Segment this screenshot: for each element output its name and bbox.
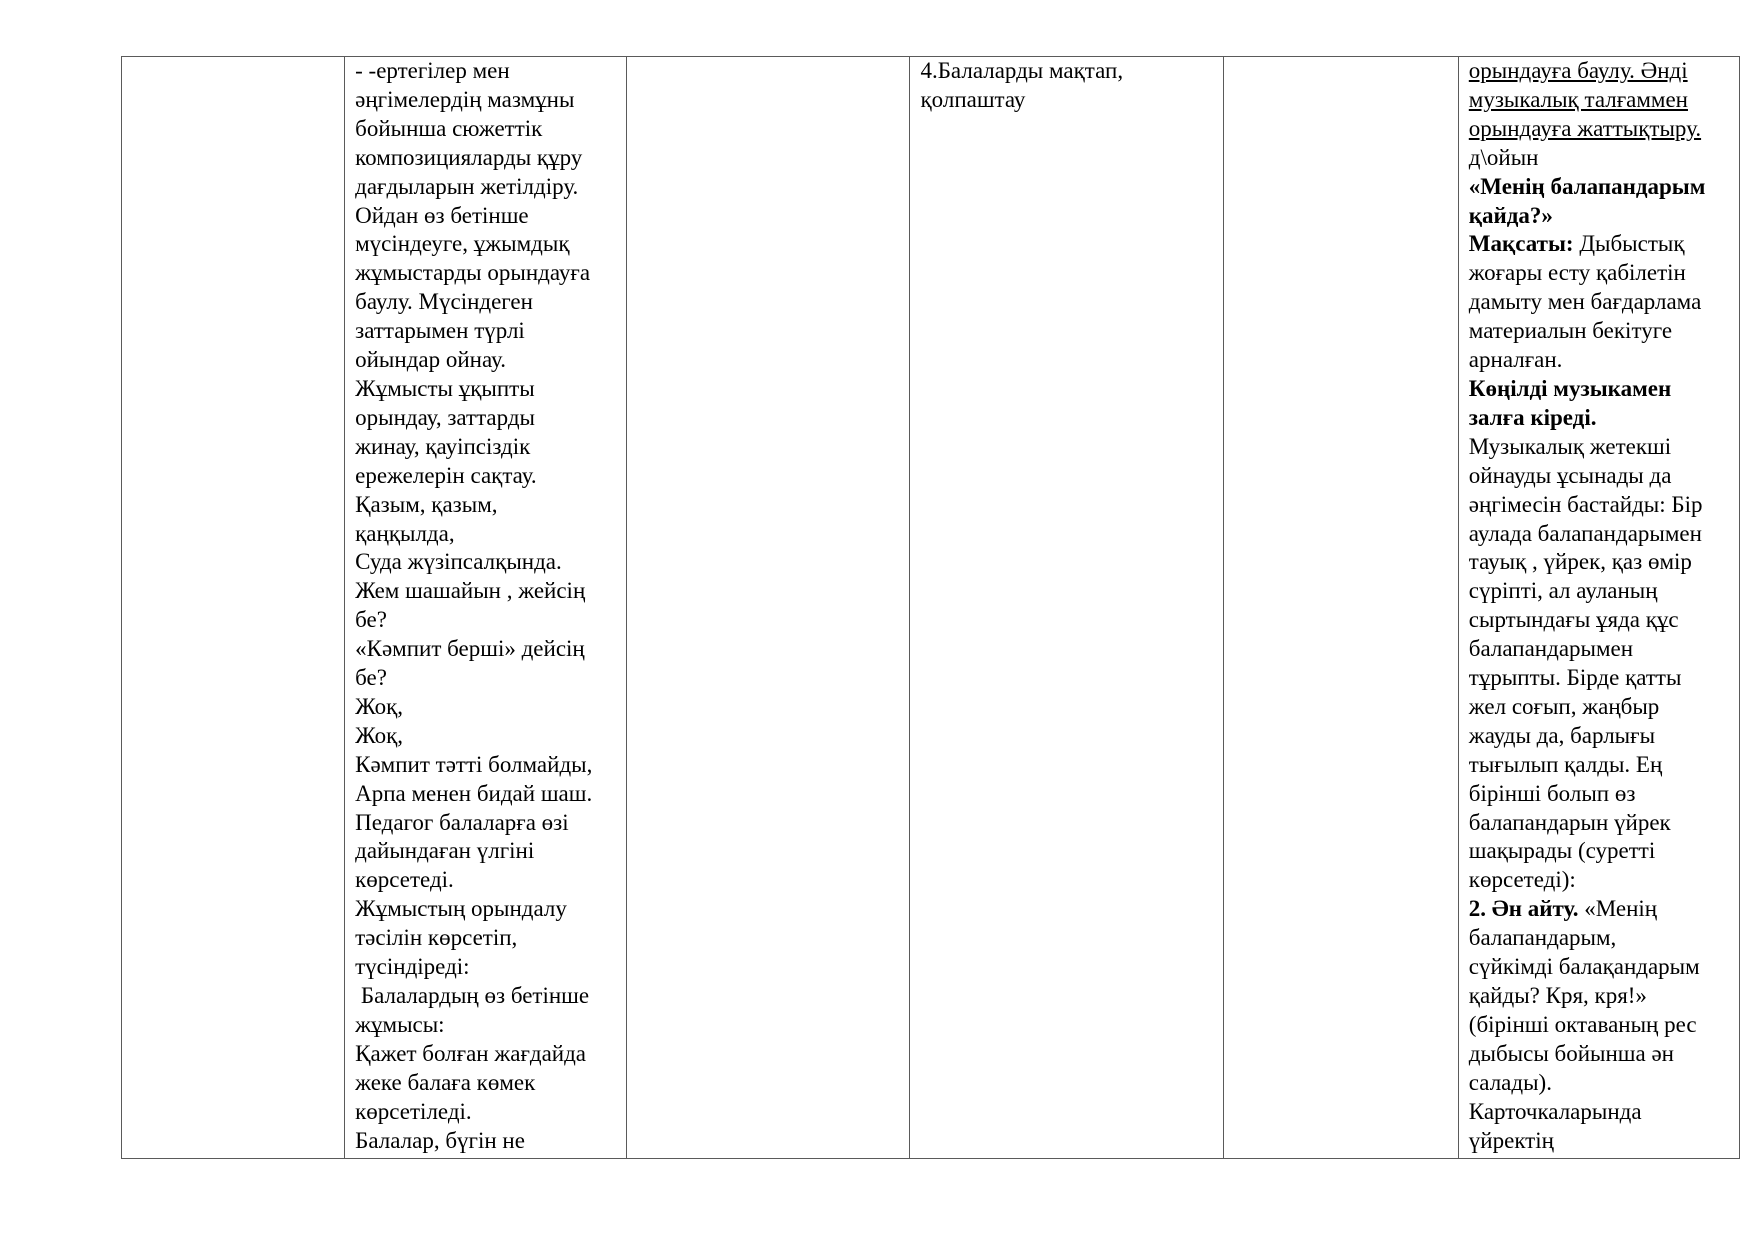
text-line: орындау, заттарды bbox=[355, 404, 535, 430]
underlined-line: орындауға жаттықтыру. bbox=[1468, 115, 1702, 141]
text-line: баулу. Мүсіндеген bbox=[355, 289, 533, 315]
underlined-line: музыкалық талғаммен bbox=[1468, 86, 1688, 112]
story-line: әңгімесін бастайды: Бір bbox=[1468, 491, 1703, 517]
story-line: жел соғып, жаңбыр bbox=[1468, 693, 1660, 719]
song-text-line: дыбысы бойынша ән bbox=[1468, 1040, 1674, 1066]
poem-line: Жоқ, bbox=[355, 722, 403, 748]
text-line: жинау, қауіпсіздік bbox=[355, 433, 531, 459]
song-text-line: (бірінші октаваның рес bbox=[1468, 1011, 1697, 1037]
poem-line: Суда жүзіпсалқында. bbox=[355, 549, 562, 575]
poem-line: Жем шашайын , жейсің bbox=[355, 578, 586, 604]
text-line: ойындар ойнау. bbox=[355, 347, 506, 373]
didactic-game-label: д\ойын bbox=[1468, 144, 1539, 170]
song-text-line: балапандарым, bbox=[1468, 925, 1617, 951]
story-line: бірінші болып өз bbox=[1468, 780, 1636, 806]
cell-4-text bbox=[920, 57, 1222, 115]
poem-line: Кәмпит тәтті болмайды, bbox=[355, 751, 593, 777]
song-line bbox=[1469, 895, 1739, 924]
table-cell-5 bbox=[1223, 57, 1458, 1159]
goal-line bbox=[1469, 230, 1739, 259]
poem-line: «Кәмпит берші» дейсің bbox=[355, 636, 585, 662]
text-line: жұмысы: bbox=[355, 1011, 445, 1037]
story-line: сүріпті, ал ауланың bbox=[1468, 578, 1658, 604]
story-line: аулада балапандарымен bbox=[1468, 520, 1702, 546]
enter-heading: залға кіреді. bbox=[1468, 404, 1597, 430]
text-line: көрсетіледі. bbox=[355, 1098, 472, 1124]
song-label: 2. Ән айту. bbox=[1468, 896, 1579, 922]
story-line: балапандарымен bbox=[1468, 636, 1634, 662]
text-line: дағдыларын жетілдіру. bbox=[355, 173, 579, 199]
song-text-line: сүйкімді балақандарым bbox=[1468, 954, 1700, 980]
text-line: Жұмыстың орындалу bbox=[355, 896, 567, 922]
text-line: Ойдан өз бетінше bbox=[355, 202, 529, 228]
story-line: жауды да, барлығы bbox=[1468, 722, 1656, 748]
goal-text: Дыбыстық bbox=[1573, 231, 1685, 257]
enter-heading: Көңілді музыкамен bbox=[1468, 375, 1672, 401]
song-text-line: қайды? Кря, кря!» bbox=[1468, 983, 1647, 1008]
goal-text-line: жоғары есту қабілетін bbox=[1468, 260, 1686, 286]
text-line: қолпаштау bbox=[920, 86, 1026, 112]
story-line: тауық , үйрек, қаз өмір bbox=[1468, 549, 1692, 575]
goal-label: Мақсаты: bbox=[1468, 231, 1574, 257]
story-line: тұрыпты. Бірде қатты bbox=[1468, 665, 1682, 691]
text-line: Педагог балаларға өзі bbox=[355, 809, 569, 835]
goal-text-line: дамыту мен бағдарлама bbox=[1468, 289, 1702, 315]
table-cell-4 bbox=[910, 57, 1223, 1159]
text-line: Қажет болған жағдайда bbox=[355, 1040, 587, 1066]
poem-line: қаңқылда, bbox=[355, 520, 455, 546]
text-line: көрсетеді. bbox=[355, 867, 454, 893]
song-text-line: үйректің bbox=[1468, 1127, 1554, 1153]
song-text: «Менің bbox=[1578, 896, 1658, 922]
poem-line: бе? bbox=[355, 607, 387, 633]
poem-line: Арпа менен бидай шаш. bbox=[355, 780, 593, 806]
text-line: заттарымен түрлі bbox=[355, 318, 525, 344]
game-title: қайда?» bbox=[1468, 202, 1553, 228]
story-line: балапандарын үйрек bbox=[1468, 809, 1671, 835]
text-line: тәсілін көрсетіп, bbox=[355, 925, 518, 951]
poem-line: Қазым, қазым, bbox=[355, 491, 498, 517]
poem-line: бе? bbox=[355, 665, 387, 691]
text-line: Жұмысты ұқыпты bbox=[355, 375, 535, 401]
table-row bbox=[122, 57, 1740, 1159]
story-line: көрсетеді): bbox=[1468, 867, 1576, 893]
text-line: әңгімелердің мазмұны bbox=[355, 86, 575, 112]
underlined-line: орындауға баулу. Әнді bbox=[1468, 58, 1688, 83]
text-line: жеке балаға көмек bbox=[355, 1069, 536, 1095]
cell-6-text bbox=[1469, 57, 1739, 1155]
table-cell-3 bbox=[627, 57, 910, 1159]
table-cell-6 bbox=[1458, 57, 1739, 1159]
game-title: «Менің балапандарым bbox=[1468, 173, 1706, 199]
cell-2-text bbox=[355, 57, 626, 1155]
song-text-line: Карточкаларында bbox=[1468, 1098, 1642, 1124]
text-line: дайындаған үлгіні bbox=[355, 838, 535, 864]
text-line: мүсіндеуге, ұжымдық bbox=[355, 231, 570, 257]
table-cell-1 bbox=[122, 57, 345, 1159]
text-line: жұмыстарды орындауға bbox=[355, 260, 591, 286]
text-line: Балалардың өз бетінше bbox=[355, 983, 590, 1008]
story-line: сыртындағы ұяда құс bbox=[1468, 607, 1679, 633]
goal-text-line: материалын бекітуге bbox=[1468, 318, 1673, 344]
goal-text-line: арналған. bbox=[1468, 347, 1563, 373]
song-text-line: салады). bbox=[1468, 1069, 1552, 1095]
story-line: ойнауды ұсынады да bbox=[1468, 462, 1672, 488]
story-line: Музыкалық жетекші bbox=[1468, 433, 1672, 459]
text-line: композицияларды құру bbox=[355, 144, 583, 170]
text-line: - -ертегілер мен bbox=[355, 58, 510, 83]
lesson-plan-table bbox=[121, 56, 1740, 1159]
story-line: тығылып қалды. Ең bbox=[1468, 751, 1663, 777]
text-line: Балалар, бүгін не bbox=[355, 1127, 525, 1153]
text-line: ережелерін сақтау. bbox=[355, 462, 537, 488]
text-line: 4.Балаларды мақтап, bbox=[920, 58, 1124, 83]
story-line: шақырады (суретті bbox=[1468, 838, 1656, 864]
text-line: түсіндіреді: bbox=[355, 954, 470, 980]
table-cell-2 bbox=[345, 57, 627, 1159]
poem-line: Жоқ, bbox=[355, 693, 403, 719]
text-line: бойынша сюжеттік bbox=[355, 115, 543, 141]
